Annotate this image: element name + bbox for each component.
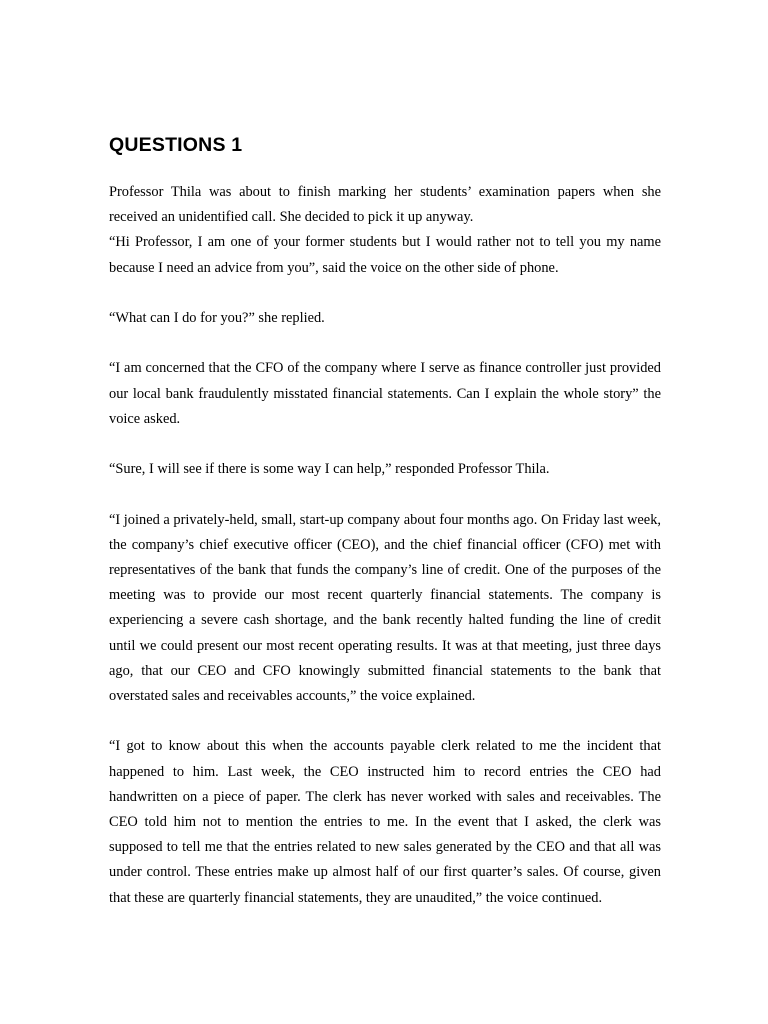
paragraph-professor-response: “Sure, I will see if there is some way I can help,” responded Professor Thila.: [109, 461, 550, 478]
paragraph-caller-greeting: “Hi Professor, I am one of your former students but I would rather not to tell you my name because I need an advice from you”, said the voice on the other side of phone.: [109, 234, 661, 276]
page-heading: QUESTIONS 1: [109, 134, 243, 156]
paragraph-professor-reply: “What can I do for you?” she replied.: [109, 310, 325, 326]
document-body: [109, 180, 661, 936]
paragraph-intro: Professor Thila was about to finish marking her students’ examination papers when she received an unidentified call. She decided to pick it up anyway.: [109, 184, 661, 226]
paragraph-company-story: “I joined a privately-held, small, start-up company about four months ago. On Friday last week, the company’s chief executive officer (CEO), and the chief financial officer (CFO) met with representatives of the bank that funds the company’s line of credit. One of the purposes of the meeting was to provide our most recent quarterly financial statements. The company is experiencing a severe cash shortage, and the bank recently halted funding the line of credit until we could present our most recent operating results. It was at that meeting, just three days ago, that our CEO and CFO knowingly submitted financial statements to the bank that overstated sales and receivables accounts,” the voice explained.: [109, 511, 661, 704]
paragraph-clerk-incident: “I got to know about this when the accounts payable clerk related to me the incident that happened to him. Last week, the CEO instructed him to record entries the CEO had handwritten on a piece of paper. The clerk has never worked with sales and receivables. The CEO told him not to mention the entries to me. In the event that I asked, the clerk was supposed to tell me that the entries related to new sales generated by the CEO and that all was under control. These entries make up almost half of our first quarter’s sales. Of course, given that these are quarterly financial statements, they are unaudited,” the voice continued.: [109, 738, 661, 906]
paragraph-cfo-concern: “I am concerned that the CFO of the company where I serve as finance controller just provided our local bank fraudulently misstated financial statements. Can I explain the whole story” the voice asked.: [109, 360, 661, 427]
